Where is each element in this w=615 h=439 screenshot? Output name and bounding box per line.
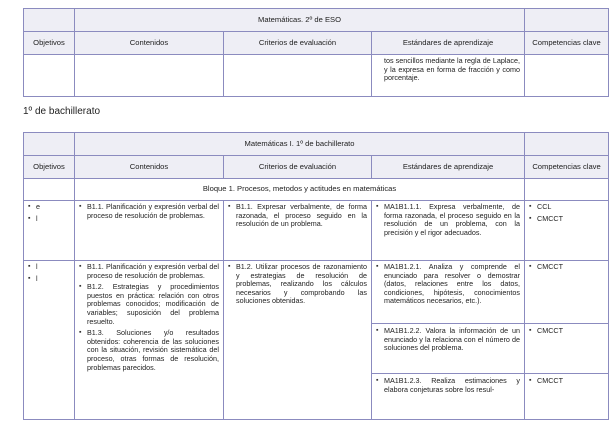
cell-contenidos: [75, 261, 224, 420]
col-criterios: Criterios de evaluación: [224, 32, 372, 55]
list-item: ▪ CMCCT: [529, 215, 604, 224]
header-spacer: [24, 133, 75, 156]
list-item: ▪ e: [28, 203, 70, 212]
cell-competencias: [525, 55, 609, 97]
cell-competencias: [525, 261, 609, 420]
cell-objetivos: [24, 201, 75, 261]
cell-objetivos: [24, 261, 75, 420]
list-item: ▪ MA1B1.2.1. Analiza y comprende el enunciado para resolver o demostrar (datos, relaciones entre los datos, condiciones, hipótesis, conocimientos matemáticos necesarios, etc.).: [376, 263, 520, 306]
list-item: ▪ CMCCT: [529, 263, 604, 272]
list-item: ▪ l: [28, 275, 70, 284]
col-competencias: Competencias clave: [525, 156, 609, 179]
cell-criterios: [224, 261, 372, 420]
list-item: ▪ B1.1. Expresar verbalmente, de forma razonada, el proceso seguido en la resolución de un problema.: [228, 203, 367, 229]
section-heading: 1º de bachillerato: [23, 106, 101, 117]
list-item: ▪ CCL: [529, 203, 604, 212]
header-spacer: [525, 133, 609, 156]
list-item: ▪ CMCCT: [529, 377, 604, 386]
col-objetivos: Objetivos: [24, 32, 75, 55]
list-item: ▪ CMCCT: [529, 327, 604, 336]
cell-contenidos: [75, 201, 224, 261]
list-item: ▪ MA1B1.2.3. Realiza estimaciones y elabora conjeturas sobre los resul-: [376, 377, 520, 394]
col-estandares: Estándares de aprendizaje: [372, 156, 525, 179]
col-competencias: Competencias clave: [525, 32, 609, 55]
cell-estandares: [372, 261, 525, 420]
list-item: ▪ B1.1. Planificación y expresión verbal del proceso de resolución de problemas.: [79, 263, 219, 280]
list-item: ▪ B1.1. Planificación y expresión verbal del proceso de resolución de problemas.: [79, 203, 219, 220]
list-item: ▪ B1.2. Estrategias y procedimientos puestos en práctica: relación con otros problemas conocidos; modificación de variables; suposición del problema resuelto.: [79, 283, 219, 326]
list-item: ▪ l: [28, 215, 70, 224]
list-item: ▪ l: [28, 263, 70, 272]
header-spacer: [525, 9, 609, 32]
table-eso: [23, 8, 609, 97]
col-contenidos: Contenidos: [75, 156, 224, 179]
block-spacer: [525, 179, 609, 201]
cell-criterios: [224, 201, 372, 261]
cell-criterios: [224, 55, 372, 97]
list-item: ▪ MA1B1.1.1. Expresa verbalmente, de forma razonada, el proceso seguido en la resolución de un problema, con la precisión y el rigor adecuados.: [376, 203, 520, 237]
cell-contenidos: [75, 55, 224, 97]
col-objetivos: Objetivos: [24, 156, 75, 179]
col-contenidos: Contenidos: [75, 32, 224, 55]
block-title: Bloque 1. Procesos, metodos y actitudes en matemáticas: [75, 179, 525, 201]
cell-estandar: tos sencillos mediante la regla de Laplace, y la expresa en forma de fracción y como porcentaje.: [372, 55, 525, 97]
cell-competencias: [525, 201, 609, 261]
list-item: ▪ B1.2. Utilizar procesos de razonamiento y estrategias de resolución de problemas, realizando los cálculos necesarios y comprobando las soluciones obtenidas.: [228, 263, 367, 306]
table-bachillerato: [23, 132, 609, 420]
table-title: Matemáticas. 2º de ESO: [75, 9, 525, 32]
col-estandares: Estándares de aprendizaje: [372, 32, 525, 55]
list-item: ▪ MA1B1.2.2. Valora la información de un enunciado y la relaciona con el número de soluciones del problema.: [376, 327, 520, 353]
col-criterios: Criterios de evaluación: [224, 156, 372, 179]
list-item: ▪ B1.3. Soluciones y/o resultados obtenidos: coherencia de las soluciones con la situación, revisión sistemática del proceso, otras formas de resolución, problemas parecidos.: [79, 329, 219, 372]
header-spacer: [24, 9, 75, 32]
cell-estandar: [372, 201, 525, 261]
cell-objetivos: [24, 55, 75, 97]
block-spacer: [24, 179, 75, 201]
table-title: Matemáticas I. 1º de bachillerato: [75, 133, 525, 156]
